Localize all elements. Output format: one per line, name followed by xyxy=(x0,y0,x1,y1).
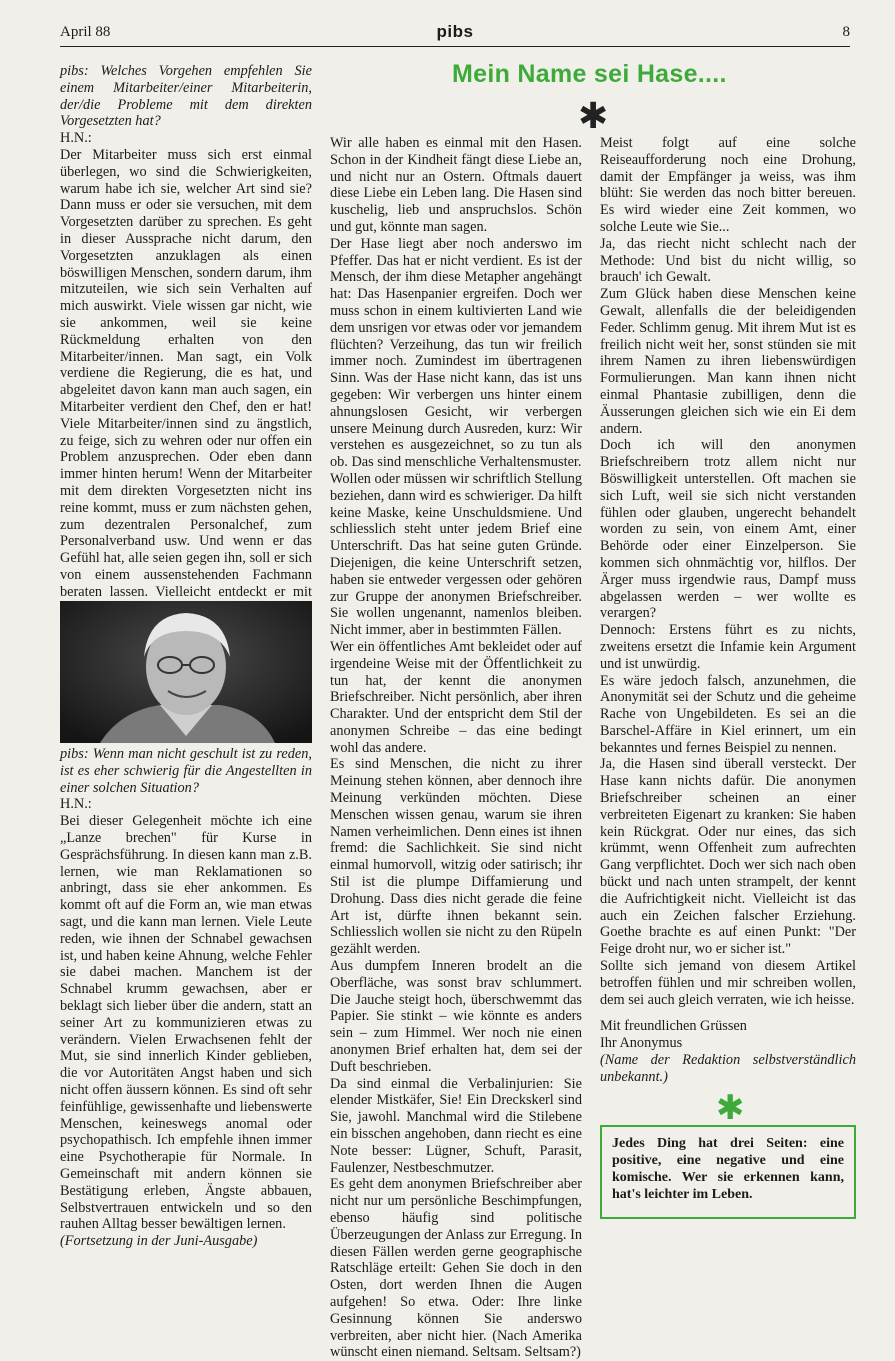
issue-date: April 88 xyxy=(60,24,111,40)
green-asterisk-ornament-icon: ✱ xyxy=(716,1088,745,1128)
article-paragraph: Aus dumpfem Inneren brodelt an die Oberfläche, was sonst brav schlummert. Die Jauche steigt hoch, überschwemmt das Papier. Sie stinkt – wie könnte es anders sein – zum Himmel. Wer noch nie einen anonymen Brief erhalten hat, dem sei der Duft beschrieben. xyxy=(330,958,582,1075)
page-number: 8 xyxy=(842,24,850,40)
interview-column-bottom xyxy=(60,746,312,1250)
asterisk-ornament-icon: ✱ xyxy=(578,96,609,137)
interview-question-1: pibs: Welches Vorgehen empfehlen Sie einem Mitarbeiter/einer Mitarbeiterin, der/die Probleme mit dem direkten Vorgesetzten hat? xyxy=(60,63,312,130)
publication-logo: pibs xyxy=(436,22,474,41)
article-paragraph: Da sind einmal die Verbalinjurien: Sie elender Mistkäfer, Sie! Ein Dreckskerl sind Sie, jawohl. Manchmal wird die Stilebene ein bisschen angehoben, dann riecht es eine Note besser: Lügner, Schuft, Parasit, Faulenzer, Nestbeschmutzer. xyxy=(330,1075,582,1176)
answer-label-2: H.N.: xyxy=(60,796,92,813)
article-paragraph: Meist folgt auf eine solche Reiseaufforderung noch eine Drohung, damit der Empfänger ja weiss, was ihm blüht: Sie werden das noch bitter bereuen. Es wird wieder eine Zeit kommen, wo solche Leute wie Sie... xyxy=(600,135,856,235)
article-paragraph: Der Hase liegt aber noch anderswo im Pfeffer. Das hat er nicht verdient. Es ist der Mensch, der ihm diese Metapher angehängt hat: Das Hasenpanier ergreifen. Doch wer muss schon in einem kultivierten Land wie dem unsrigen vor etwas oder vor jemandem flüchten? Verzeihung, das tun wir freilich immer noch. Zumindest im übertragenen Sinn. Was der Hase nicht kann, das ist uns gegeben: Wir verbergen uns hinter einem ahnungslosen Gesicht, wir verbergen unsere Meinung durch Ausreden, kurz: Wir verstehen es ausgezeichnet, so zu tun als ob. Das sind menschliche Verhaltensmuster. xyxy=(330,235,582,471)
interview-question-2: pibs: Wenn man nicht geschult ist zu reden, ist es eher schwierig für die Angestellten in einer solchen Situation? xyxy=(60,746,312,796)
article-paragraph: Ja, die Hasen sind überall versteckt. Der Hase kann nichts dafür. Die anonymen Briefschreiber scheinen an einer verbreiteten Eigenart zu kranken: Sie haben kein Rückgrat. Oder nur eines, das sich krümmt, wenn Offenheit zum aufrechten Gang verpflichtet. Doch wer sich nach oben bückt und nach unten strampelt, der kennt die Aufrichtigkeit nicht. Vielleicht ist das auch ein Zeichen falscher Erziehung. Goethe brachte es auf einen Punkt: "Der Feige droht nur, wo er sicher ist." xyxy=(600,756,856,958)
article-paragraph: Wollen oder müssen wir schriftlich Stellung beziehen, dann wird es schwieriger. Da hilft keine Maske, keine Unschuldsmiene. Und schliesslich steht unter jedem Brief eine Unterschrift. Das hat seine guten Gründe. Diejenigen, die keine Unterschrift setzen, haben sie entweder vergessen oder gehören zur Gruppe der anonymen Briefschreiber. Sie wollen ungenannt, namenlos bleiben. Nicht immer, aber in bestimmten Fällen. xyxy=(330,470,582,639)
article-paragraph: Sollte sich jemand von diesem Artikel betroffen fühlen und mir schreiben wollen, dem sei auch gleich verraten, wie ich heisse. xyxy=(600,958,856,1008)
page-header xyxy=(60,24,850,47)
quote-box xyxy=(600,1125,856,1219)
signature: Ihr Anonymus xyxy=(600,1035,683,1052)
portrait-photo-icon xyxy=(60,601,312,743)
article-headline: Mein Name sei Hase.... xyxy=(452,60,727,88)
article-paragraph: Wer ein öffentliches Amt bekleidet oder auf irgendeine Weise mit der Öffentlichkeit zu tun hat, der kennt die anonymen Briefschreiber. Nicht persönlich, aber ihren Charakter. Und der entspricht dem Stil der anonymen Schreibe – das eine bedingt wohl das andere. xyxy=(330,638,582,756)
quote-text: Jedes Ding hat drei Seiten: eine positive, eine negative und eine komische. Wer sie erkennen kann, hat's leichter im Leben. xyxy=(612,1136,844,1202)
article-column-3 xyxy=(600,135,856,1086)
article-paragraph: Es wäre jedoch falsch, anzunehmen, die Anonymität sei der Schutz und die geheime Rache von Ungebildeten. Es sei an die Barschel-Affäre in Kiel erinnert, um ein bekanntes und fernes Beispiel zu nennen. xyxy=(600,672,856,756)
article-paragraph: Doch ich will den anonymen Briefschreibern trotz allem nicht nur Böswilligkeit unterstellen. Oft machen sie sich Luft, weil sie sich nicht verstanden fühlen oder glauben, ungerecht behandelt worden zu sein, von einem Amt, einer Behörde oder einer Einzelperson. Sie kommen sich ohnmächtig vor, hilflos. Der Ärger muss irgendwie raus, Dampf muss abgelassen werden – wer wollte es verargen? xyxy=(600,437,856,622)
portrait-photo xyxy=(60,601,312,743)
editor-note: (Name der Redaktion selbstverständlich unbekannt.) xyxy=(600,1052,856,1085)
closing-greeting: Mit freundlichen Grüssen xyxy=(600,1018,747,1035)
interview-answer-2: Bei dieser Gelegenheit möchte ich eine „Lanze brechen" für Kurse in Gesprächsführung. In diesen kann man z.B. lernen, wie man Reklamationen so anbringt, dass sie eher ankommen. Es kommt oft auf die Form an, wie man etwas sagt, und die kann man lernen. Viele Leute reden, wie ihnen der Schnabel gewachsen ist, und haben keine Ahnung, welche Fehler sie dabei machen. Manchem ist der Schnabel krumm gewachsen, aber er beklagt sich lieber über die andern, statt an seiner Art zu kommunizieren etwas zu verändern. Vielen Erwachsenen fehlt der Mut, sie sind innerlich Kinder geblieben, die vor Autoritäten Angst haben und sich nicht offen äussern können. Es sind oft sehr feinfühlige, gewissenhafte und liebenswerte Menschen, keineswegs anomal oder psychopathisch. Ich empfehle ihnen immer eine Psychotherapie für Normale. In Gemeinschaft mit andern können sie Bestätigung erleben, Ängste abbauen, Selbstvertrauen entwickeln und so den rauhen Alltag besser bewältigen lernen. xyxy=(60,813,312,1233)
answer-label-1: H.N.: xyxy=(60,130,92,147)
article-paragraph: Es geht dem anonymen Briefschreiber aber nicht nur um persönliche Beschimpfungen, ebenso häufig sind politische Überzeugungen der Anlass zur Erregung. In diesen Fällen werden gerne geographische Ratschläge erteilt: Gehen Sie doch in den Osten, dort werden Ihnen die Augen aufgehen! So etwa. Oder: Ihre linke Gesinnung können Sie anderswo verbreiten, aber nicht hier. (Nach Amerika wünscht einen niemand. Seltsam. Seltsam?) xyxy=(330,1176,582,1361)
interview-answer-1: Der Mitarbeiter muss sich erst einmal überlegen, wo sind die Schwierigkeiten, warum habe ich sie, welcher Art sind sie? Dann muss er oder sie versuchen, mit dem Vorgesetzten darüber zu sprechen. Es geht in dieser Aussprache nicht darum, den Vorgesetzten anzuklagen als einen böswilligen Menschen, sondern darum, ihm mitzuteilen, wie sich sein Verhalten auf mich auswirkt. Viele wissen gar nicht, wie sie ankommen, weil sie keine Rückmeldung erhalten von den Mitarbeiter/innen. Man sagt, ein Volk verdiene die Regierung, die es hat, und abgeleitet davon kann man auch sagen, ein Mitarbeiter verdient den Chef, den er hat! Viele Mitarbeiter/innen sind zu ängstlich, zu feige, sich zu wehren oder nur offen ein Problem anzusprechen. Oder eben dann immer hinten herum! Wenn der Mitarbeiter mit dem direkten Vorgesetzten nicht ins reine kommt, muss er zum nächsten gehen, zum dezentralen Personalchef, zum Personalverband usw. Und wenn er das Gefühl hat, alle seien gegen ihn, soll er sich von einem aussenstehenden Fachmann beraten lassen. Vielleicht entdeckt er mit xyxy=(60,146,312,600)
continuation-note: (Fortsetzung in der Juni-Ausgabe) xyxy=(60,1233,258,1250)
article-paragraph: Dennoch: Erstens führt es zu nichts, zweitens ersetzt die Infamie kein Argument und ist unwürdig. xyxy=(600,622,856,672)
article-paragraph: Wir alle haben es einmal mit den Hasen. Schon in der Kindheit fängt diese Liebe an, und nicht nur an Ostern. Oftmals dauert diese Liebe ein Leben lang. Die Hasen sind kuschelig, lieb und anspruchslos. Schön und gut, könnte man sagen. xyxy=(330,135,582,235)
article-paragraph: Es sind Menschen, die nicht zu ihrer Meinung stehen können, aber dennoch ihre Meinung verkünden möchten. Diese Menschen wissen genau, warum sie ihren Namen verheimlichen. Denn eines ist ihnen fremd: die Sachlichkeit. Sie sind nicht einmal humorvoll, witzig oder satirisch; ihr Stil ist die plumpe Diffamierung und Drohung. Dass dies nicht gerade die feine Art ist, dürfte ihnen bekannt sein. Schliesslich wollen sie nicht zu den Rüpeln gezählt werden. xyxy=(330,756,582,958)
article-column-2 xyxy=(330,135,582,1361)
article-paragraph: Zum Glück haben diese Menschen keine Gewalt, allenfalls die der beleidigenden Feder. Schlimm genug. Mit ihrem Mut ist es freilich nicht weit her, sonst stünden sie mit ihrem Namen zu ihren liebenswürdigen Formulierungen. Man kann ihnen nicht einmal Phantasie zubilligen, denn die Äusserungen gleichen sich wie ein Ei dem andern. xyxy=(600,286,856,437)
interview-column-top xyxy=(60,63,312,651)
article-paragraph: Ja, das riecht nicht schlecht nach der Methode: Und bist du nicht willig, so brauch' ich Gewalt. xyxy=(600,235,856,286)
